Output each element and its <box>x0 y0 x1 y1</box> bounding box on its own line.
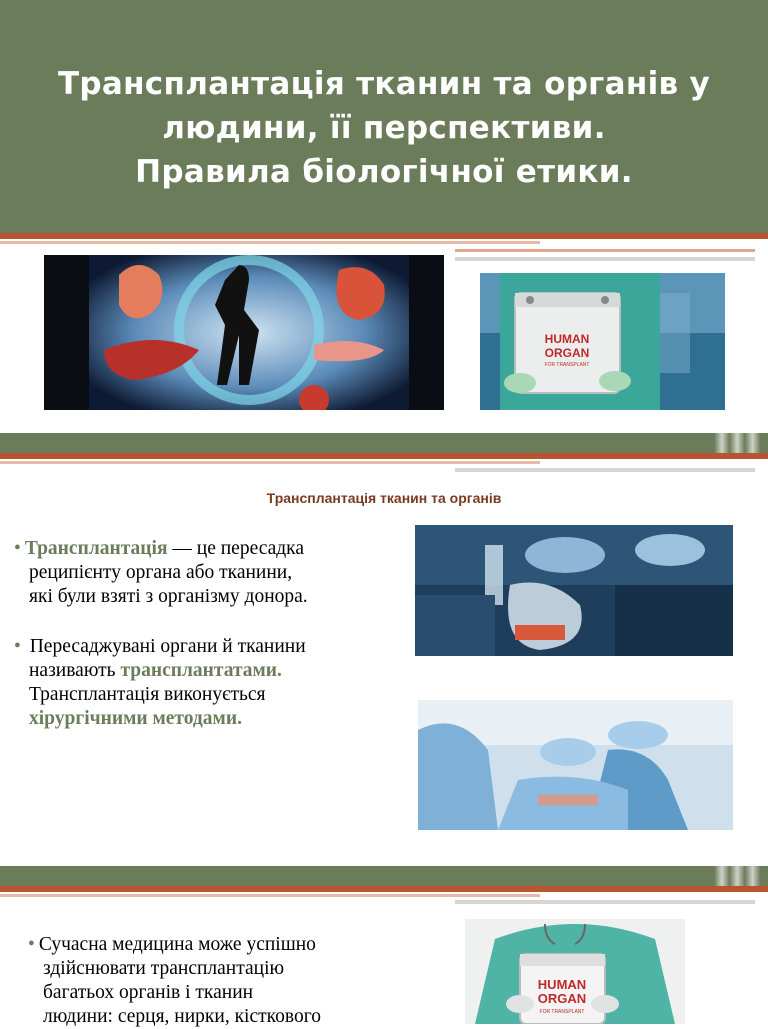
title-line-1: Трансплантація тканин та органів у <box>57 66 711 102</box>
slide3-line2: здійснювати трансплантацію <box>43 958 285 979</box>
term-transplantation: Трансплантація <box>24 538 168 559</box>
bullet-dot: • <box>14 636 21 657</box>
organ-box-line1: HUMAN <box>544 332 590 346</box>
term-surgical-methods: хірургічними методами. <box>29 708 242 729</box>
organ-collage-image <box>44 255 444 410</box>
organ-box2-line3: FOR TRANSPLANT <box>539 1009 585 1015</box>
header-accent-band-gray <box>455 257 755 261</box>
organ-box2-line2: ORGAN <box>537 991 587 1006</box>
slide2-subtitle: Трансплантація тканин та органів <box>266 490 502 506</box>
slide3-line3: багатьох органів і тканин <box>43 982 254 1003</box>
surgery-image-1 <box>415 525 733 656</box>
organ-box-doctor-image <box>465 919 685 1024</box>
organ-box-line3: FOR TRANSPLANT <box>544 362 590 368</box>
separator-accent-gray-2 <box>455 900 755 904</box>
bullet-dot: • <box>14 538 21 559</box>
bullet-2 <box>14 635 414 659</box>
title-line-3: Правила біологічної етики. <box>135 154 633 190</box>
bullet2-line3: Трансплантація виконується <box>29 684 266 705</box>
header-accent-band-light <box>0 241 540 244</box>
separator-accent-light-1 <box>0 461 540 464</box>
separator-accent-2 <box>0 886 768 892</box>
organ-transport-box-image <box>480 273 725 410</box>
slide1-title <box>0 62 768 194</box>
separator-accent-1 <box>0 453 768 459</box>
bullet2-line2 <box>14 659 414 683</box>
bullet1-rest: — це пересадка <box>167 538 305 559</box>
slide-separator-1 <box>0 433 768 453</box>
slide3-bullets <box>28 933 448 1029</box>
separator-accent-light-2 <box>0 894 540 897</box>
header-accent-band-2 <box>455 249 755 252</box>
slide3-bullet-1 <box>28 933 448 957</box>
term-transplants: трансплантатами. <box>120 660 282 681</box>
surgery-image-2 <box>418 700 733 830</box>
bullet2-line2-a: називають <box>29 660 121 681</box>
title-line-2: людини, її перспективи. <box>162 110 606 146</box>
bullet1-line2: реципієнту органа або тканини, <box>29 562 293 583</box>
organ-box2-line1: HUMAN <box>537 977 587 992</box>
slide3-line4: людини: серця, нирки, кісткового <box>43 1006 321 1027</box>
bullet1-line3: які були взяті з організму донора. <box>29 586 308 607</box>
slide3-line1: Сучасна медицина може успішно <box>38 934 316 955</box>
bullet-dot: • <box>28 934 35 955</box>
bullet2-line1: Пересаджувані органи й тканини <box>24 636 306 657</box>
header-accent-band <box>0 233 768 239</box>
slide2-bullets <box>14 537 414 731</box>
bullet-1 <box>14 537 414 561</box>
separator-accent-gray-1 <box>455 468 755 472</box>
slide-separator-2 <box>0 866 768 886</box>
organ-box-line2: ORGAN <box>544 346 590 360</box>
